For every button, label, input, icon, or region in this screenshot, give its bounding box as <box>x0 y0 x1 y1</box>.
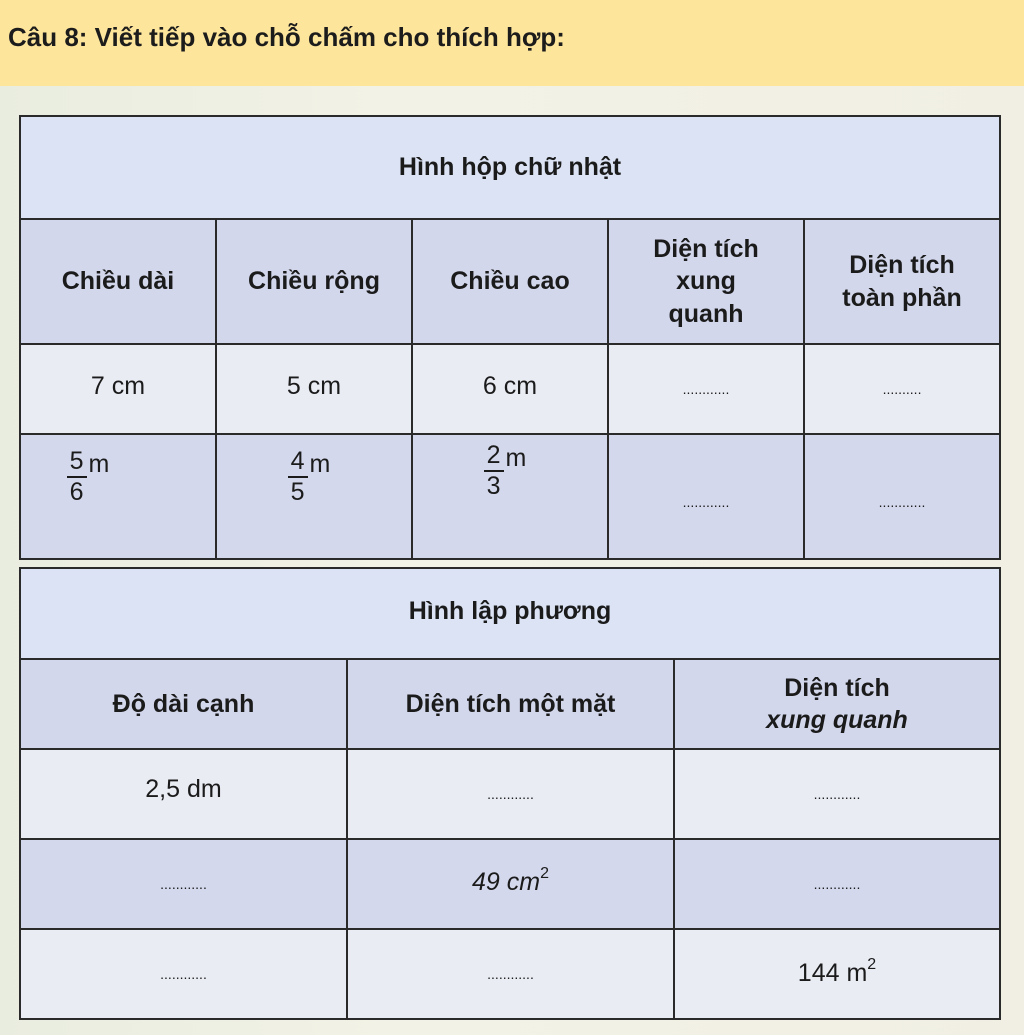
unit: m <box>88 449 110 478</box>
cuboid-table <box>19 115 1001 560</box>
cuboid-table-caption: Hình hộp chữ nhật <box>20 116 1000 219</box>
header-width: Chiều rộng <box>216 219 412 344</box>
cell-width-1: 5 cm <box>216 344 412 434</box>
fraction-denominator: 5 <box>290 478 305 506</box>
fraction-numerator: 4 <box>288 449 308 478</box>
blank-total-2[interactable]: ............ <box>804 434 1000 559</box>
header-face-area: Diện tích một mặt <box>347 659 674 749</box>
header-cube-lateral-area <box>674 659 1000 749</box>
cube-table-caption: Hình lập phương <box>20 568 1000 659</box>
header-height: Chiều cao <box>412 219 608 344</box>
fraction-length <box>67 449 87 505</box>
cell-height-2 <box>412 434 608 559</box>
fraction-denominator: 6 <box>69 478 84 506</box>
header-edge-length: Độ dài cạnh <box>20 659 347 749</box>
header-cube-lateral-line2: xung quanh <box>766 706 908 734</box>
header-total-area: Diện tích toàn phần <box>804 219 1000 344</box>
header-length: Chiều dài <box>20 219 216 344</box>
cell-edge-1: 2,5 dm <box>20 749 347 839</box>
blank-lateral-1[interactable]: ............ <box>608 344 804 434</box>
blank-face-1[interactable]: ............ <box>347 749 674 839</box>
cell-height-1: 6 cm <box>412 344 608 434</box>
blank-cube-lateral-1[interactable]: ............ <box>674 749 1000 839</box>
unit: m <box>309 449 331 478</box>
blank-lateral-2[interactable]: ............ <box>608 434 804 559</box>
lateral-value: 144 m <box>797 959 868 987</box>
unit: m <box>505 443 527 472</box>
question-title: Câu 8: Viết tiếp vào chỗ chấm cho thích hợp: <box>8 22 565 52</box>
blank-edge-3[interactable]: ............ <box>20 929 347 1019</box>
fraction-numerator: 2 <box>484 443 504 472</box>
header-lateral-area: Diện tích xung quanh <box>608 219 804 344</box>
blank-edge-2[interactable]: ............ <box>20 839 347 929</box>
fraction-width <box>288 449 308 505</box>
face-value: 49 cm <box>472 868 541 896</box>
blank-total-1[interactable]: .......... <box>804 344 1000 434</box>
cell-length-2 <box>20 434 216 559</box>
blank-cube-lateral-2[interactable]: ............ <box>674 839 1000 929</box>
cell-length-1: 7 cm <box>20 344 216 434</box>
cell-face-2 <box>347 839 674 929</box>
exponent: 2 <box>540 865 549 882</box>
fraction-height <box>484 443 504 499</box>
cell-width-2 <box>216 434 412 559</box>
blank-face-3[interactable]: ............ <box>347 929 674 1019</box>
fraction-denominator: 3 <box>486 472 501 500</box>
cube-table <box>19 567 1001 1020</box>
cell-cube-lateral-3 <box>674 929 1000 1019</box>
fraction-numerator: 5 <box>67 449 87 478</box>
exponent: 2 <box>867 956 877 973</box>
header-cube-lateral-line1: Diện tích <box>784 673 890 702</box>
